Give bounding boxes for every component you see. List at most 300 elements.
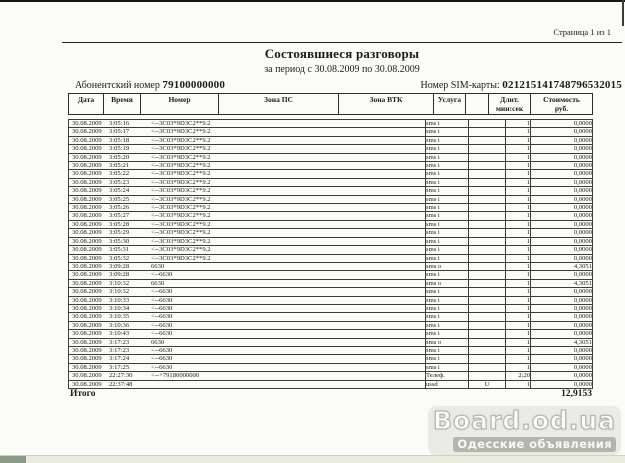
cell-service: sms i: [426, 220, 469, 228]
col-header-cost-line1: Стоимость: [543, 95, 580, 104]
cell-cost: 0,0000: [531, 313, 593, 321]
call-time: 3:17:23: [109, 346, 130, 354]
calls-table-header: [68, 93, 593, 115]
cell-date-time-number: [69, 212, 426, 220]
call-time: 3:17:25: [109, 363, 130, 371]
col-header-zone-vtk: Зона ВТК: [339, 94, 434, 115]
call-date: 30.08.2009: [72, 355, 102, 363]
cell-service: sms i: [426, 304, 469, 312]
call-number: 6630: [151, 262, 165, 270]
call-date: 30.08.2009: [72, 170, 102, 178]
call-time: 3:05:26: [109, 204, 130, 212]
cell-flag: [469, 296, 506, 304]
call-number: <--6630: [151, 296, 173, 304]
cell-service: sms o: [426, 279, 469, 287]
call-date: 30.08.2009: [72, 145, 102, 153]
table-row: [69, 204, 593, 212]
cell-duration: 1: [506, 178, 531, 186]
cell-cost: 0,0000: [531, 346, 593, 354]
table-row: [69, 128, 593, 136]
cell-cost: 4,3051: [531, 262, 593, 270]
cell-service: sms i: [426, 363, 469, 371]
call-number: <--6630: [151, 313, 173, 321]
cell-duration: 1: [506, 229, 531, 237]
cell-cost: 0,0000: [531, 380, 593, 388]
cell-duration: 1: [506, 363, 531, 371]
call-date: 30.08.2009: [72, 204, 102, 212]
call-date: 30.08.2009: [72, 321, 102, 329]
cell-cost: 0,0000: [531, 162, 593, 170]
cell-service: sms o: [426, 338, 469, 346]
cell-duration: 1: [506, 380, 531, 388]
cell-date-time-number: [69, 229, 426, 237]
call-time: 3:05:32: [109, 254, 130, 262]
cell-date-time-number: [69, 380, 426, 388]
table-row: [69, 271, 593, 279]
cell-cost: 0,0000: [531, 204, 593, 212]
cell-date-time-number: [69, 279, 426, 287]
cell-cost: 0,0000: [531, 330, 593, 338]
cell-service: sms i: [426, 145, 469, 153]
table-row: [69, 363, 593, 371]
cell-service: sms i: [426, 229, 469, 237]
call-time: 3:05:21: [109, 162, 130, 170]
col-header-time: Время: [104, 94, 141, 115]
cell-flag: [469, 288, 506, 296]
call-time: 3:05:22: [109, 170, 130, 178]
cell-flag: [469, 220, 506, 228]
cell-cost: 0,0000: [531, 128, 593, 136]
cell-duration: 1: [506, 271, 531, 279]
cell-date-time-number: [69, 220, 426, 228]
call-date: 30.08.2009: [72, 120, 102, 127]
table-row: [69, 254, 593, 262]
total-value: 12,9153: [561, 389, 592, 399]
call-time: 3:05:17: [109, 128, 130, 136]
call-date: 30.08.2009: [72, 262, 102, 270]
cell-service: sms i: [426, 313, 469, 321]
cell-date-time-number: [69, 262, 426, 270]
cell-cost: 0,0000: [531, 321, 593, 329]
call-number: <--3C03*9D3C2**9.2: [151, 178, 211, 186]
cell-duration: 1: [506, 262, 531, 270]
call-time: 3:10:33: [109, 296, 130, 304]
call-time: 22:27:30: [109, 372, 133, 380]
cell-flag: [469, 363, 506, 371]
cell-duration: 1: [506, 145, 531, 153]
cell-date-time-number: [69, 162, 426, 170]
call-time: 3:05:30: [109, 237, 130, 245]
cell-duration: 1: [506, 204, 531, 212]
cell-duration: 1: [506, 128, 531, 136]
call-time: 3:10:36: [109, 321, 130, 329]
call-time: 3:10:32: [109, 288, 130, 296]
cell-date-time-number: [69, 195, 426, 203]
cell-date-time-number: [69, 304, 426, 312]
cell-cost: 0,0000: [531, 304, 593, 312]
call-date: 30.08.2009: [72, 220, 102, 228]
call-time: 3:05:19: [109, 145, 130, 153]
call-time: 3:10:32: [109, 279, 130, 287]
call-number: 6630: [151, 279, 165, 287]
cell-duration: 1: [506, 321, 531, 329]
col-header-date: Дата: [69, 94, 104, 115]
col-header-service: Услуга: [434, 94, 466, 115]
call-time: 3:17:23: [109, 338, 130, 346]
cell-cost: 0,0000: [531, 296, 593, 304]
call-time: 3:05:29: [109, 229, 130, 237]
cell-flag: [469, 178, 506, 186]
cell-service: sms i: [426, 178, 469, 186]
call-date: 30.08.2009: [72, 346, 102, 354]
cell-cost: 0,0000: [531, 170, 593, 178]
cell-cost: 0,0000: [531, 355, 593, 363]
cell-duration: 1: [506, 338, 531, 346]
account-info-line: [75, 79, 622, 91]
call-date: 30.08.2009: [72, 254, 102, 262]
calls-table: [68, 119, 593, 389]
cell-duration: 1: [506, 330, 531, 338]
cell-service: sms i: [426, 296, 469, 304]
call-rows: [69, 120, 593, 389]
cell-cost: 0,0000: [531, 195, 593, 203]
cell-flag: [469, 145, 506, 153]
report-title: Состоявшиеся разговоры: [264, 46, 420, 61]
call-date: 30.08.2009: [72, 237, 102, 245]
call-time: 3:09:28: [109, 271, 130, 279]
cell-flag: [469, 355, 506, 363]
call-time: 3:05:31: [109, 246, 130, 254]
call-number: <--3C03*9D3C2**9.2: [151, 237, 211, 245]
cell-cost: 0,0000: [531, 120, 593, 128]
cell-service: sms i: [426, 254, 469, 262]
call-date: 30.08.2009: [72, 363, 102, 371]
call-date: 30.08.2009: [72, 162, 102, 170]
call-date: 30.08.2009: [72, 195, 102, 203]
cell-date-time-number: [69, 338, 426, 346]
cell-cost: 0,0000: [531, 145, 593, 153]
sim-number-group: [421, 79, 623, 91]
call-number: <--6630: [151, 355, 173, 363]
table-row: [69, 187, 593, 195]
subscriber-number-group: [75, 79, 225, 91]
call-date: 30.08.2009: [72, 229, 102, 237]
call-date: 30.08.2009: [72, 380, 102, 388]
totals-row: [68, 389, 592, 399]
cell-duration: 1: [506, 288, 531, 296]
cell-duration: 1: [506, 195, 531, 203]
table-row: [69, 220, 593, 228]
call-date: 30.08.2009: [72, 271, 102, 279]
cell-date-time-number: [69, 237, 426, 245]
cell-flag: [469, 321, 506, 329]
table-row: [69, 346, 593, 354]
cell-date-time-number: [69, 346, 426, 354]
call-date: 30.08.2009: [72, 178, 102, 186]
cell-cost: 0,0000: [531, 363, 593, 371]
cell-duration: 1: [506, 153, 531, 161]
cell-cost: 4,3051: [531, 279, 593, 287]
col-header-duration-line2: мин:сек: [495, 104, 524, 113]
call-number: <--6630: [151, 304, 173, 312]
table-row: [69, 296, 593, 304]
call-date: 30.08.2009: [72, 296, 102, 304]
call-number: <--3C03*9D3C2**9.2: [151, 220, 211, 228]
call-number: <--6630: [151, 321, 173, 329]
cell-date-time-number: [69, 296, 426, 304]
call-number: <--3C03*9D3C2**9.2: [151, 153, 211, 161]
cell-flag: U: [469, 380, 506, 388]
call-time: 3:05:24: [109, 187, 130, 195]
col-header-duration-line1: Длит.: [500, 95, 519, 104]
table-row: [69, 321, 593, 329]
cell-flag: [469, 330, 506, 338]
cell-service: sms i: [426, 162, 469, 170]
cell-date-time-number: [69, 136, 426, 144]
table-row: [69, 338, 593, 346]
page-right-edge-mark: [622, 0, 624, 26]
page-number-label: Страница 1 из 1: [553, 27, 611, 37]
cell-cost: 0,0000: [531, 229, 593, 237]
cell-cost: 0,0000: [531, 136, 593, 144]
call-time: 3:10:34: [109, 304, 130, 312]
report-period: за период с 30.08.2009 по 30.08.2009: [264, 64, 420, 75]
cell-cost: 0,0000: [531, 187, 593, 195]
cell-service: sms i: [426, 128, 469, 136]
subscriber-number-value: 79100000000: [162, 79, 226, 91]
cell-cost: 0,0000: [531, 212, 593, 220]
col-header-number: Номер: [141, 94, 219, 115]
call-number: <--3C03*9D3C2**9.2: [151, 162, 211, 170]
cell-date-time-number: [69, 372, 426, 380]
cell-flag: [469, 246, 506, 254]
bottom-band: [0, 455, 625, 463]
call-number: <--6630: [151, 363, 173, 371]
col-header-cost: [531, 94, 593, 115]
call-time: 3:17:24: [109, 355, 130, 363]
cell-cost: 0,0000: [531, 271, 593, 279]
call-date: 30.08.2009: [72, 212, 102, 220]
cell-flag: [469, 279, 506, 287]
cell-flag: [469, 313, 506, 321]
cell-duration: 1: [506, 246, 531, 254]
call-date: 30.08.2009: [72, 372, 102, 380]
table-row: [69, 162, 593, 170]
table-row: [69, 145, 593, 153]
cell-date-time-number: [69, 246, 426, 254]
call-time: 3:05:28: [109, 220, 130, 228]
cell-cost: 4,3051: [531, 338, 593, 346]
cell-service: sms i: [426, 120, 469, 128]
call-time: 3:05:20: [109, 153, 130, 161]
call-time: 3:05:16: [109, 120, 130, 127]
cell-cost: 0,0000: [531, 220, 593, 228]
cell-cost: 0,0000: [531, 178, 593, 186]
table-row: [69, 136, 593, 144]
call-date: 30.08.2009: [72, 330, 102, 338]
cell-date-time-number: [69, 321, 426, 329]
cell-date-time-number: [69, 271, 426, 279]
cell-duration: 1: [506, 279, 531, 287]
cell-flag: [469, 136, 506, 144]
call-number: <--6630: [151, 346, 173, 354]
call-number: <--6630: [151, 330, 173, 338]
cell-service: sms o: [426, 262, 469, 270]
table-row: [69, 237, 593, 245]
cell-flag: [469, 254, 506, 262]
table-row: [69, 372, 593, 380]
cell-date-time-number: [69, 153, 426, 161]
subscriber-number-label: Абонентский номер: [75, 80, 160, 91]
cell-flag: [469, 153, 506, 161]
call-date: 30.08.2009: [72, 153, 102, 161]
call-number: <--3C03*9D3C2**9.2: [151, 187, 211, 195]
cell-duration: 1: [506, 120, 531, 128]
cell-service: sms i: [426, 136, 469, 144]
call-number: <--3C03*9D3C2**9.2: [151, 246, 211, 254]
call-number: <--6630: [151, 288, 173, 296]
table-row: [69, 380, 593, 388]
table-row: [69, 195, 593, 203]
cell-duration: 2:20: [506, 372, 531, 380]
table-row: [69, 355, 593, 363]
cell-date-time-number: [69, 363, 426, 371]
cell-date-time-number: [69, 187, 426, 195]
table-row: [69, 279, 593, 287]
col-header-blank: [466, 94, 489, 115]
call-number: <--3C03*9D3C2**9.2: [151, 195, 211, 203]
cell-duration: 1: [506, 296, 531, 304]
cell-duration: 1: [506, 237, 531, 245]
cell-service: sms i: [426, 330, 469, 338]
table-row: [69, 246, 593, 254]
call-time: 3:10:43: [109, 330, 130, 338]
cell-flag: [469, 162, 506, 170]
cell-date-time-number: [69, 330, 426, 338]
cell-service: ussd: [426, 380, 469, 388]
cell-flag: [469, 237, 506, 245]
table-row: [69, 178, 593, 186]
table-row: [69, 330, 593, 338]
cell-date-time-number: [69, 145, 426, 153]
cell-flag: [469, 187, 506, 195]
call-time: 3:05:23: [109, 178, 130, 186]
cell-date-time-number: [69, 128, 426, 136]
cell-duration: 1: [506, 136, 531, 144]
sim-number-label: Номер SIM-карты:: [420, 80, 500, 91]
cell-service: sms i: [426, 212, 469, 220]
cell-date-time-number: [69, 204, 426, 212]
watermark: [428, 406, 621, 455]
cell-duration: 1: [506, 254, 531, 262]
cell-flag: [469, 229, 506, 237]
cell-flag: [469, 262, 506, 270]
call-date: 30.08.2009: [72, 279, 102, 287]
table-row: [69, 212, 593, 220]
call-date: 30.08.2009: [72, 128, 102, 136]
call-date: 30.08.2009: [72, 136, 102, 144]
header-row: [69, 94, 593, 115]
cell-service: sms i: [426, 288, 469, 296]
call-number: <--3C03*9D3C2**9.2: [151, 204, 211, 212]
call-time: 3:05:25: [109, 195, 130, 203]
cell-flag: [469, 170, 506, 178]
cell-flag: [469, 304, 506, 312]
cell-cost: 0,0000: [531, 254, 593, 262]
cell-service: sms i: [426, 346, 469, 354]
cell-service: sms i: [426, 204, 469, 212]
call-time: 3:05:27: [109, 212, 130, 220]
call-number: <--3C03*9D3C2**9.2: [151, 136, 211, 144]
call-date: 30.08.2009: [72, 304, 102, 312]
cell-duration: 1: [506, 170, 531, 178]
call-time: 3:10:35: [109, 313, 130, 321]
cell-service: sms i: [426, 271, 469, 279]
call-time: 3:05:18: [109, 136, 130, 144]
cell-duration: 1: [506, 304, 531, 312]
cell-service: sms i: [426, 246, 469, 254]
cell-cost: 0,0000: [531, 288, 593, 296]
cell-cost: 0,0000: [531, 153, 593, 161]
cell-date-time-number: [69, 120, 426, 128]
cell-duration: 1: [506, 313, 531, 321]
cell-flag: [469, 120, 506, 128]
cell-cost: 0,0000: [531, 372, 593, 380]
call-number: <--3C03*9D3C2**9.2: [151, 212, 211, 220]
cell-duration: 1: [506, 162, 531, 170]
cell-service: sms i: [426, 195, 469, 203]
cell-duration: 1: [506, 355, 531, 363]
cell-flag: [469, 338, 506, 346]
sim-number-value: 021215141748796532015: [502, 79, 622, 91]
call-date: 30.08.2009: [72, 187, 102, 195]
cell-cost: 0,0000: [531, 237, 593, 245]
cell-duration: 1: [506, 187, 531, 195]
call-date: 30.08.2009: [72, 288, 102, 296]
call-number: <--3C03*9D3C2**9.2: [151, 254, 211, 262]
cell-duration: 1: [506, 220, 531, 228]
call-number: <--3C03*9D3C2**9.2: [151, 128, 211, 136]
cell-date-time-number: [69, 254, 426, 262]
table-row: [69, 288, 593, 296]
col-header-cost-line2: руб.: [554, 104, 569, 113]
table-row: [69, 229, 593, 237]
call-number: <--3C03*9D3C2**9.2: [151, 145, 211, 153]
table-row: [69, 262, 593, 270]
cell-flag: [469, 204, 506, 212]
page-top-border: [0, 0, 625, 2]
call-time: 22:37:48: [109, 380, 133, 388]
cell-service: sms i: [426, 187, 469, 195]
cell-flag: [469, 212, 506, 220]
cell-service: sms i: [426, 153, 469, 161]
table-row: [69, 153, 593, 161]
cell-flag: [469, 271, 506, 279]
call-time: 3:09:28: [109, 262, 130, 270]
call-number: <--3C03*9D3C2**9.2: [151, 170, 211, 178]
call-number: <--+79180000000: [151, 372, 200, 380]
table-row: [69, 313, 593, 321]
cell-date-time-number: [69, 313, 426, 321]
cell-date-time-number: [69, 355, 426, 363]
call-number: [140, 381, 151, 388]
call-date: 30.08.2009: [72, 338, 102, 346]
cell-service: sms i: [426, 170, 469, 178]
table-row: [69, 304, 593, 312]
call-number: <--3C03*9D3C2**9.2: [151, 120, 211, 127]
col-header-duration: [489, 94, 531, 115]
watermark-site-logo: Board.od.ua: [432, 406, 616, 435]
